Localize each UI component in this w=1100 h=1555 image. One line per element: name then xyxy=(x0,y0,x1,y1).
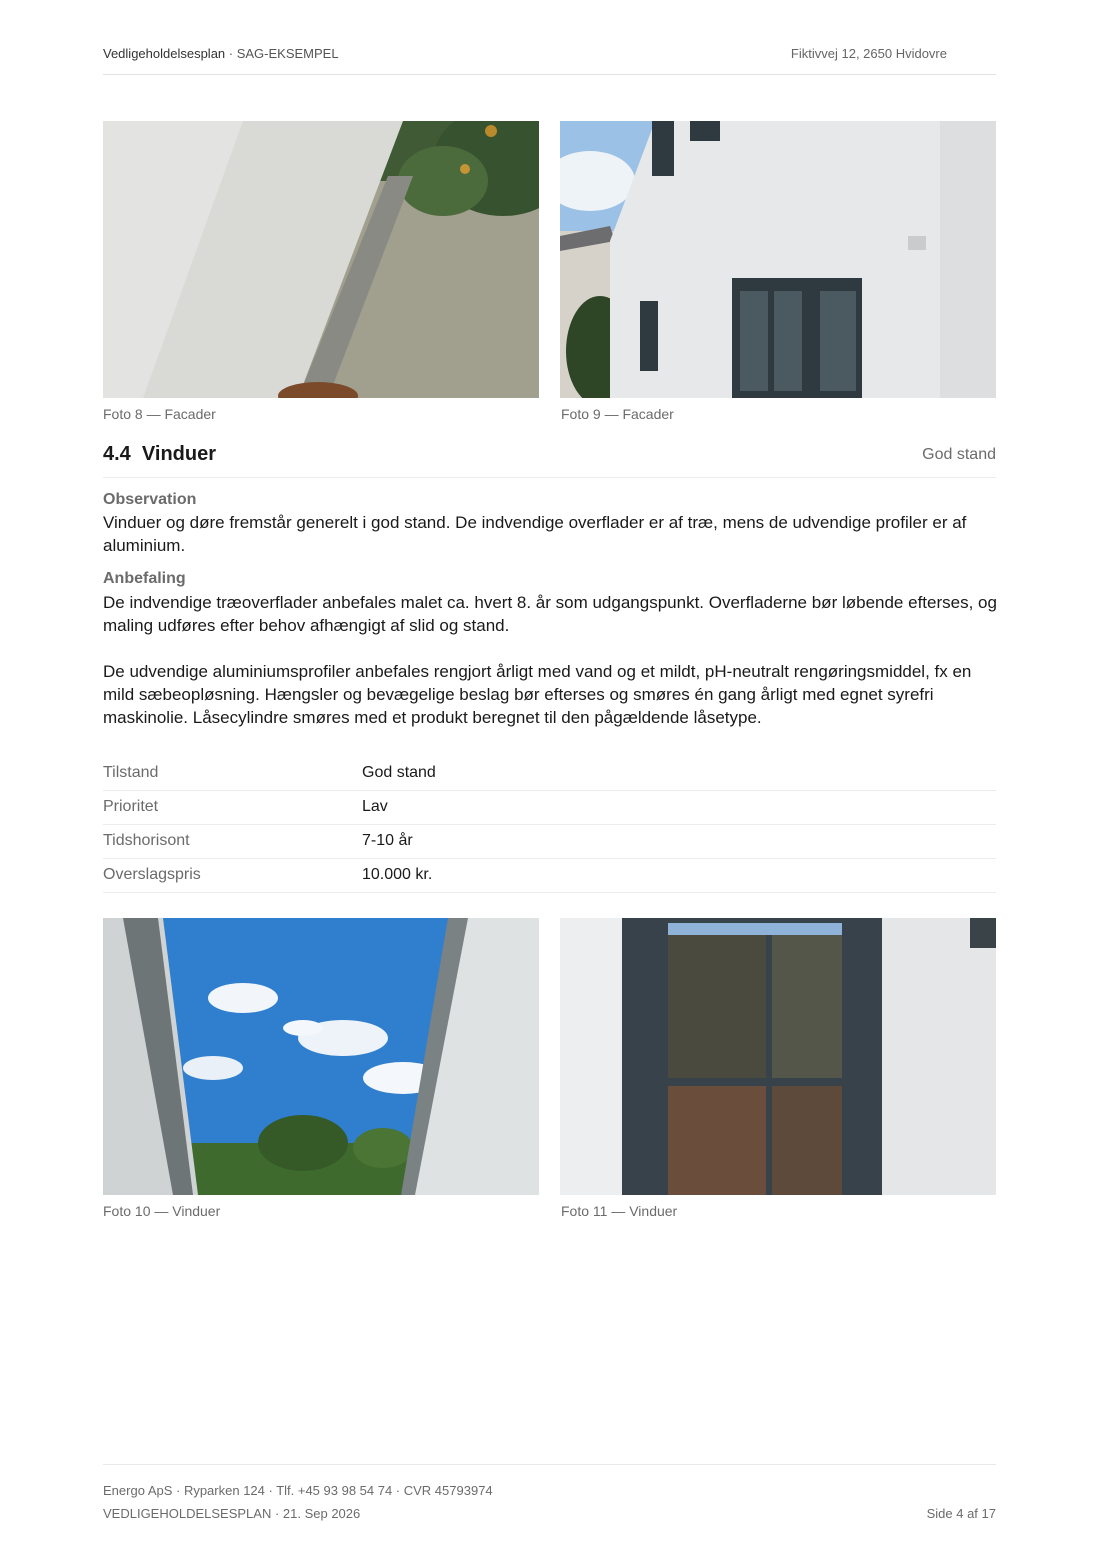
header-address: Fiktivvej 12, 2650 Hvidovre xyxy=(790,46,947,61)
table-key: Tidshorisont xyxy=(103,832,190,849)
table-row xyxy=(103,859,996,893)
section-header xyxy=(103,441,996,478)
observation-label: Observation xyxy=(103,491,197,508)
page-footer xyxy=(103,1464,996,1521)
table-key: Overslagspris xyxy=(103,866,201,883)
footer-document: VEDLIGEHOLDELSESPLAN · 21. Sep 2026 xyxy=(103,1506,361,1521)
observation-text: Vinduer og døre fremstår generelt i god stand. De indvendige overflader er af træ, mens de udvendige profiler er af aluminium. xyxy=(103,513,967,555)
photo-8-caption: Foto 8 — Facader xyxy=(103,406,216,422)
case-id: SAG-EKSEMPEL xyxy=(236,46,339,61)
table-value: God stand xyxy=(362,764,436,781)
page-number: Side 4 af 17 xyxy=(926,1506,996,1521)
recommendation-paragraph-2: De udvendige aluminiumsprofiler anbefales rengjort årligt med vand og et mildt, pH-neutralt rengøringsmiddel, fx en mild sæbeopløsning. Hængsler og bevægelige beslag bør efterses og smøres én gang årligt med egnet syrefri maskinolie. Låsecylindre smøres med et produkt beregnet til den pågældende låsetype. xyxy=(103,662,972,727)
photo-8 xyxy=(103,121,539,398)
photo-8-image xyxy=(103,121,539,398)
header-left xyxy=(103,46,339,61)
section-title: 4.4 Vinduer xyxy=(103,443,217,465)
photo-11-caption: Foto 11 — Vinduer xyxy=(561,1203,678,1219)
photo-11-image xyxy=(560,918,996,1195)
table-row xyxy=(103,791,996,825)
recommendation-label: Anbefaling xyxy=(103,570,186,587)
condition-table xyxy=(103,757,996,893)
page-header xyxy=(103,46,996,75)
photo-10-caption: Foto 10 — Vinduer xyxy=(103,1203,221,1219)
photo-10 xyxy=(103,918,539,1195)
photo-10-image xyxy=(103,918,539,1195)
table-row xyxy=(103,825,996,859)
table-value: 7-10 år xyxy=(362,832,413,849)
photo-9 xyxy=(560,121,996,398)
table-value: 10.000 kr. xyxy=(362,866,433,883)
doc-title: Vedligeholdelsesplan xyxy=(103,46,226,61)
photo-9-caption: Foto 9 — Facader xyxy=(561,406,674,422)
table-key: Tilstand xyxy=(103,764,159,781)
header-separator: · xyxy=(225,46,237,61)
photo-9-image xyxy=(560,121,996,398)
table-row xyxy=(103,757,996,791)
photo-11 xyxy=(560,918,996,1195)
table-key: Prioritet xyxy=(103,798,159,815)
section-status: God stand xyxy=(922,446,996,463)
footer-company: Energo ApS · Ryparken 124 · Tlf. +45 93 98 54 74 · CVR 45793974 xyxy=(103,1483,493,1498)
table-value: Lav xyxy=(362,798,388,815)
recommendation-paragraph-1: De indvendige træoverflader anbefales malet ca. hvert 8. år som udgangspunkt. Overfladerne bør løbende efterses, og maling udføres efter behov afhængigt af slid og stand. xyxy=(103,593,997,635)
